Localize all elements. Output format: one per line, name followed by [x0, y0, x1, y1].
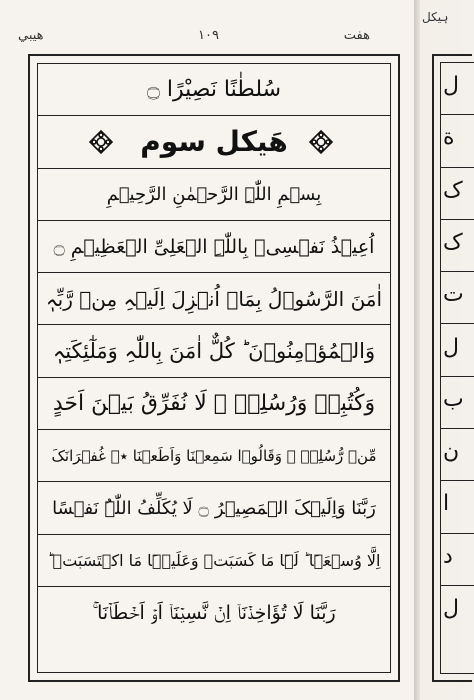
page-header	[0, 28, 414, 48]
next-page-frame	[432, 54, 472, 682]
text-line-content: رَبَّنَا وَاِلَیۡکَ الۡمَصِیۡرُ ۝ لَا یُکَلِّفُ اللّٰہُ نَفۡسًا	[52, 497, 376, 519]
section-title-row	[38, 116, 390, 168]
text-frame-inner	[37, 63, 391, 673]
next-page-fragment: ت	[443, 282, 464, 308]
floral-ornament-icon	[88, 129, 114, 155]
text-frame	[28, 54, 400, 682]
next-page-fragment: ن	[443, 439, 460, 465]
page-number: ١٠٩	[198, 28, 219, 43]
text-line	[38, 482, 390, 534]
next-page-line	[441, 63, 474, 115]
text-line	[38, 587, 390, 639]
text-line	[38, 378, 390, 430]
bismillah-line: بِسۡمِ اللّٰہِ الرَّحۡمٰنِ الرَّحِیۡمِ	[106, 183, 322, 205]
next-page-frame-inner	[440, 62, 474, 674]
text-line-content: مِّنۡ رُّسُلِہٖ ۟ وَقَالُوۡا سَمِعۡنَا وَاَطَعۡنَا ٭۫ غُفۡرَانَکَ	[51, 446, 377, 465]
next-page-fragment: ک	[443, 177, 463, 203]
text-line-content: وَکُتُبِہٖ وَرُسُلِہٖ ۟ لَا نُفَرِّقُ بَیۡنَ اَحَدٍ	[52, 390, 376, 416]
section-title: ھَیکل سوم	[140, 125, 288, 159]
text-line-content: وَالۡمُؤۡمِنُوۡنَ ؕ کُلٌّ اٰمَنَ بِاللّٰہِ وَمَلٰٓئِکَتِہٖ	[52, 339, 376, 364]
text-line	[38, 430, 390, 482]
text-line	[38, 221, 390, 273]
text-line-content: اِلَّا وُسۡعَہَا ؕ لَہَا مَا کَسَبَتۡ وَعَلَیۡہَا مَا اکۡتَسَبَتۡ ؕ	[47, 550, 381, 570]
next-page-fragment: ا	[443, 491, 450, 517]
next-page-edge	[420, 0, 464, 700]
next-page-line	[441, 220, 474, 272]
next-page-fragment: ک	[443, 229, 463, 255]
text-line-content: اُعِیۡذُ نَفۡسِیۡ بِاللّٰہِ الۡعَلِیِّ الۡعَظِیۡمِ ۝	[53, 235, 375, 258]
text-line	[38, 273, 390, 325]
floral-ornament-icon	[308, 129, 334, 155]
next-page-fragment: ل	[443, 596, 459, 621]
text-line-content: سُلطٰنًا نَصِیْرًا ۝	[146, 77, 282, 103]
next-page-fragment: ل	[443, 334, 459, 360]
next-page-fragment: ل	[443, 73, 459, 98]
next-page-fragment: ة	[443, 125, 455, 151]
next-page-header: ہیکل	[422, 10, 449, 24]
next-page-line	[441, 168, 474, 220]
next-page-line	[441, 377, 474, 429]
next-page-fragment: ب	[443, 386, 464, 412]
next-page-fragment: د	[443, 543, 453, 569]
text-line	[38, 326, 390, 378]
next-page-line	[441, 481, 474, 533]
text-line-content: رَبَّنَا لَا تُؤَاخِذۡنَاۤ اِنۡ نَّسِیۡنَاۤ اَوۡ اَخۡطَاۡنَا ۚ	[92, 602, 336, 625]
text-line-content: اٰمَنَ الرَّسُوۡلُ بِمَاۤ اُنۡزِلَ اِلَیۡہِ مِنۡ رَّبِّہٖ	[45, 286, 383, 311]
next-page-line	[441, 429, 474, 481]
text-line	[38, 169, 390, 221]
next-page-line	[441, 586, 474, 638]
next-page-line	[441, 272, 474, 324]
text-line	[38, 64, 390, 116]
header-right-text: ھفت	[343, 28, 370, 43]
next-page-line	[441, 115, 474, 167]
next-page-line	[441, 534, 474, 586]
header-left-text: هيبي	[18, 28, 44, 43]
text-line	[38, 535, 390, 587]
next-page-line	[441, 325, 474, 377]
